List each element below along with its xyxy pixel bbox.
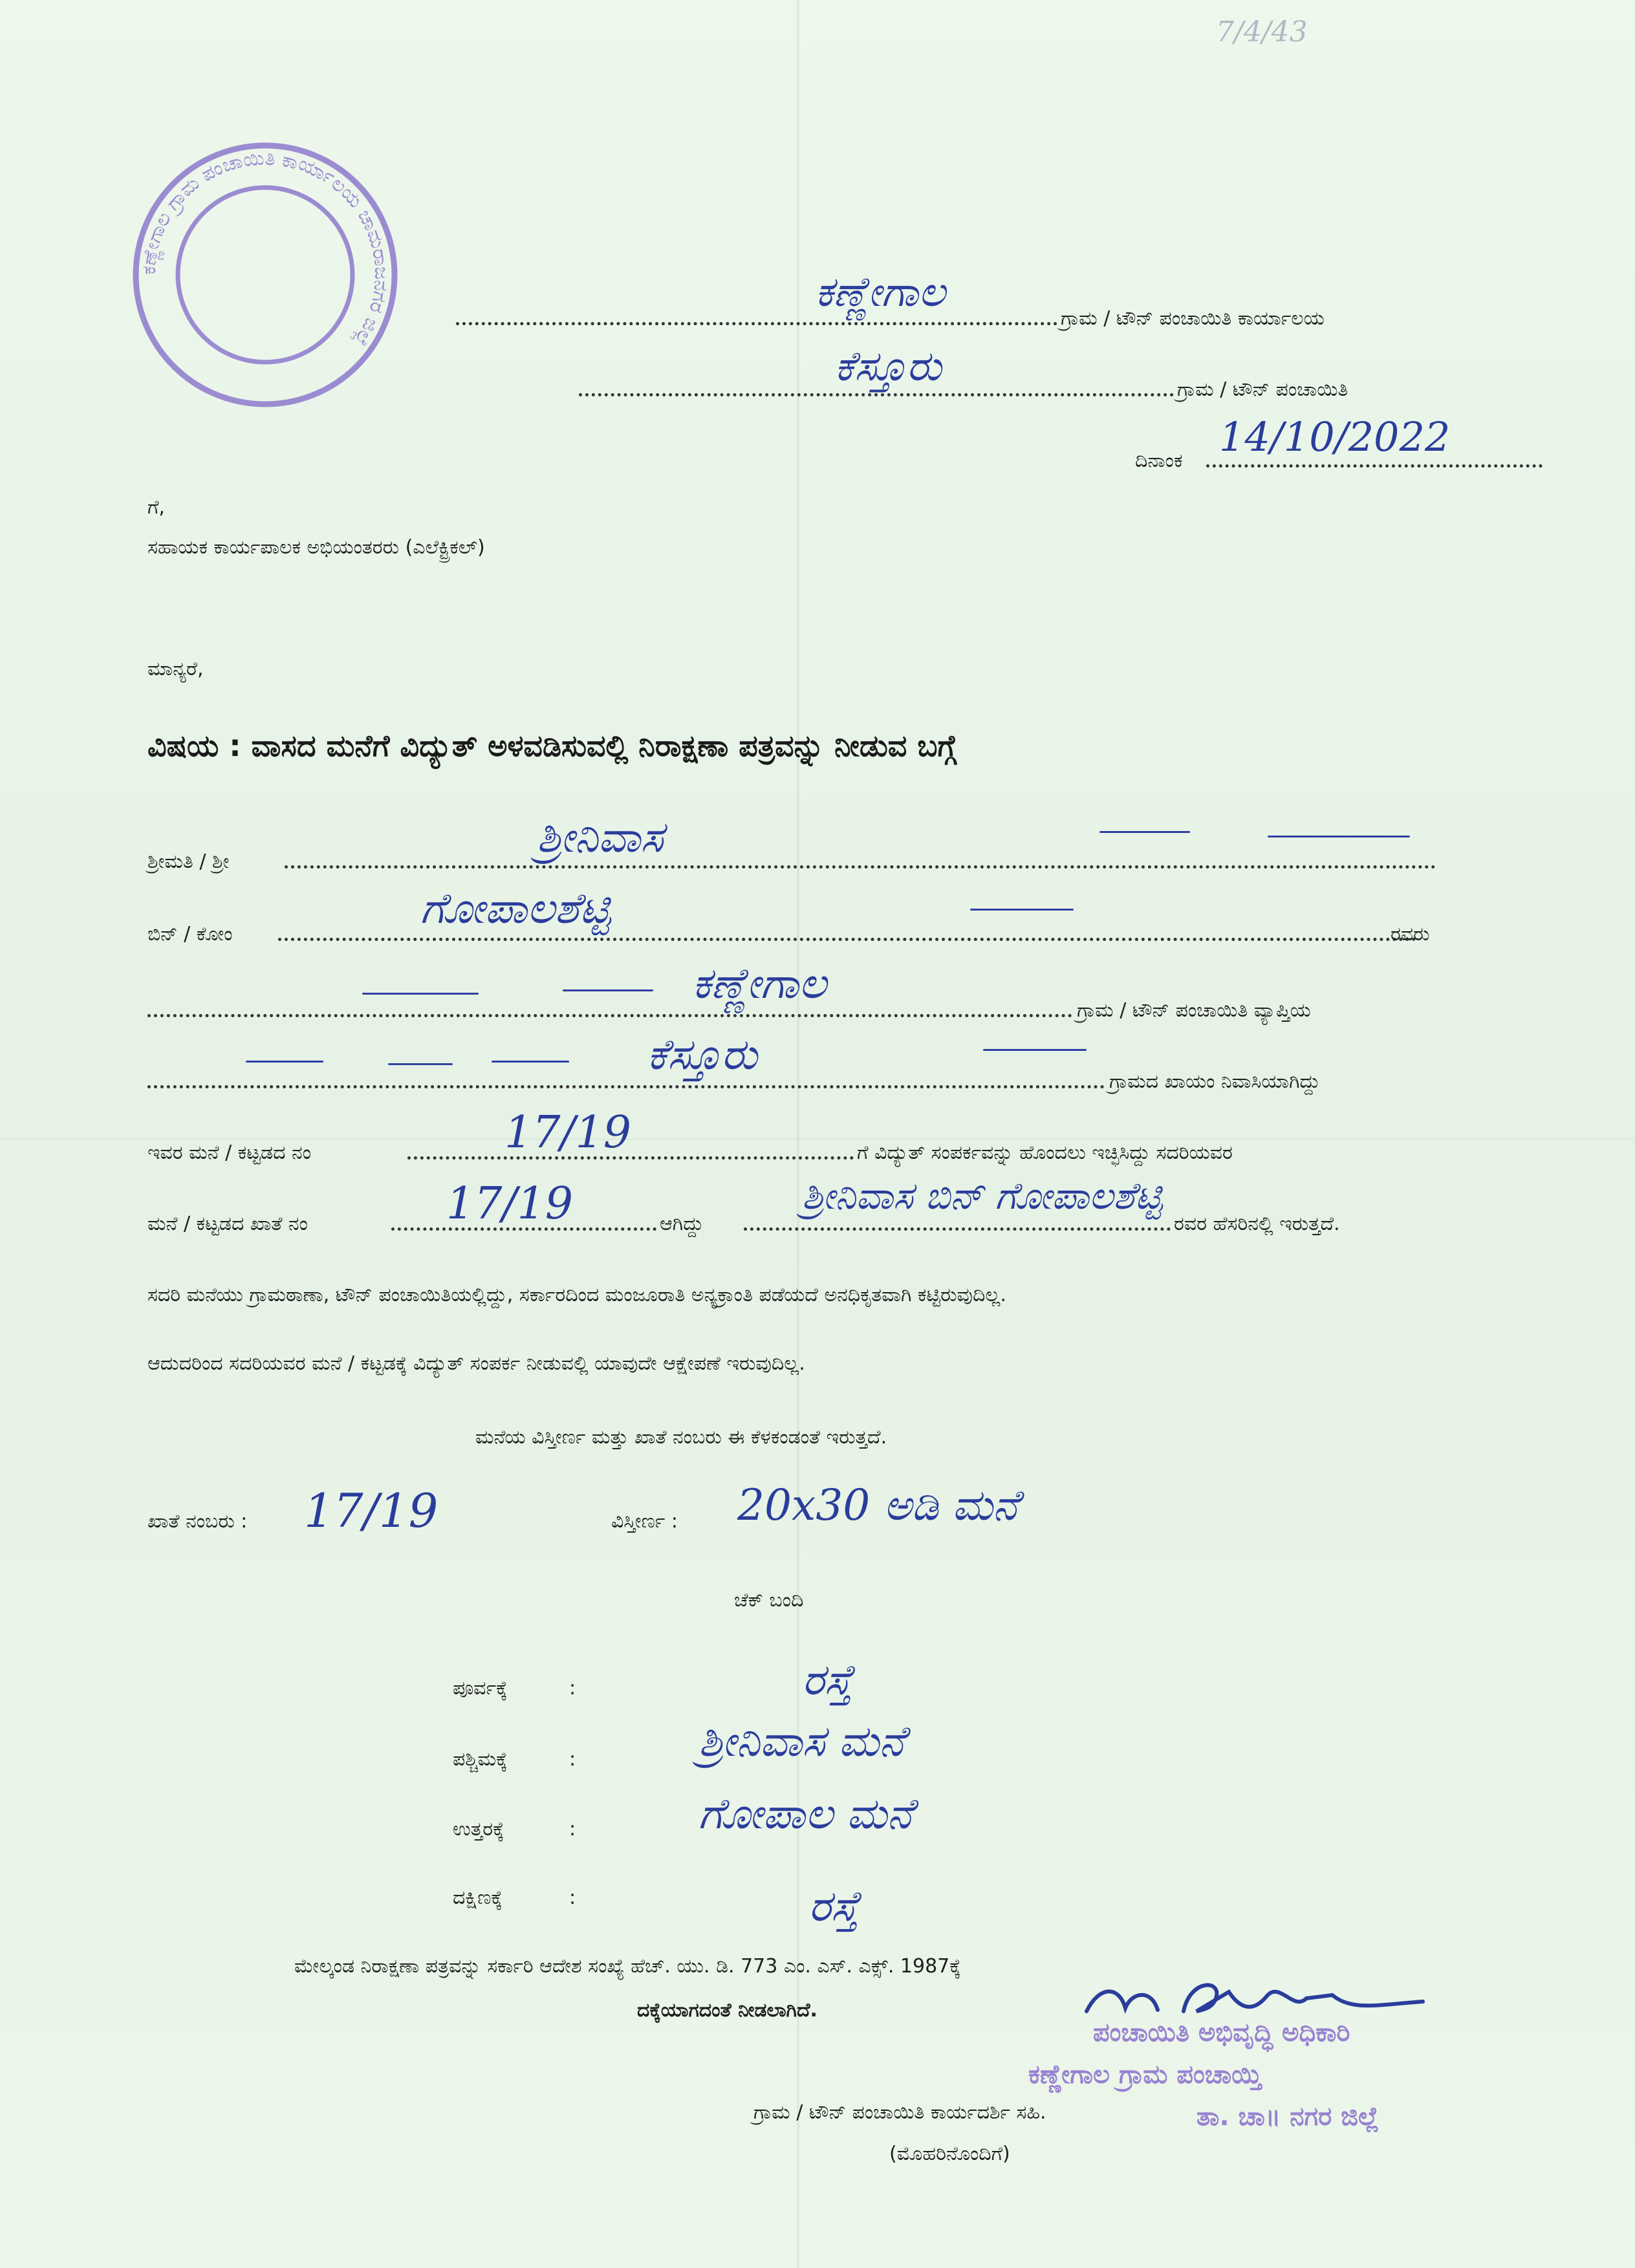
khata-label: ಮನೆ / ಕಟ್ಟಡದ ಖಾತೆ ನಂ bbox=[147, 1213, 308, 1235]
resident-handwritten: ಕೆಸ್ತೂರು bbox=[647, 1030, 758, 1079]
south-handwritten: ರಸ್ತೆ bbox=[808, 1881, 860, 1931]
relation-handwritten: ಗೋಪಾಲಶೆಟ್ಟಿ bbox=[420, 883, 611, 933]
date-label: ದಿನಾಂಕ bbox=[1135, 449, 1183, 472]
house-no-label: ಇವರ ಮನೆ / ಕಟ್ಟಡದ ನಂ bbox=[147, 1141, 312, 1164]
filler-dash bbox=[388, 1063, 453, 1065]
filler-dash bbox=[246, 1061, 323, 1063]
relation-label: ಬಿನ್ / ಕೋಂ bbox=[147, 923, 233, 945]
east-handwritten: ರಸ್ತೆ bbox=[802, 1655, 853, 1705]
limits-suffix: ಗ್ರಾಮ / ಟೌನ್ ಪಂಚಾಯಿತಿ ವ್ಯಾಪ್ತಿಯ bbox=[1077, 999, 1311, 1022]
resident-suffix: ಗ್ರಾಮದ ಖಾಯಂ ನಿವಾಸಿಯಾಗಿದ್ದು bbox=[1109, 1070, 1321, 1093]
panchayat-label: ಗ್ರಾಮ / ಟೌನ್ ಪಂಚಾಯಿತಿ bbox=[1177, 378, 1348, 401]
filler-dash bbox=[563, 989, 653, 991]
filler-dash bbox=[1099, 831, 1190, 833]
relation-line bbox=[278, 938, 1416, 941]
relation-suffix: ರವರು bbox=[1391, 923, 1430, 945]
panchayat-name-handwritten: ಕೆಸ್ತೂರು bbox=[834, 343, 942, 391]
name-handwritten: ಶ್ರೀನಿವಾಸ bbox=[537, 812, 664, 862]
addressee-designation: ಸಹಾಯಕ ಕಾರ್ಯಪಾಲಕ ಅಭಿಯಂತರರು (ಎಲೆಕ್ಟ್ರಿಕಲ್) bbox=[147, 536, 485, 559]
north-label: ಉತ್ತರಕ್ಕೆ bbox=[453, 1818, 504, 1841]
stamp-panchayat: ಕಣ್ಣೇಗಾಲ ಗ್ರಾಮ ಪಂಚಾಯ್ತಿ bbox=[1028, 2060, 1262, 2090]
filler-dash bbox=[1268, 836, 1410, 837]
area-label: ವಿಸ್ತೀರ್ಣ : bbox=[611, 1510, 678, 1533]
closing-line-1: ಮೇಲ್ಕಂಡ ನಿರಾಕ್ಷಣಾ ಪತ್ರವನ್ನು ಸರ್ಕಾರಿ ಆದೇಶ ಸಂಖ್ಯೆ ಹೆಚ್. ಯು. ಡಿ. 773 ಎಂ. ಎಸ್. ಎಕ್ಸ್. 1987ಕ್ಕೆ bbox=[294, 1955, 961, 1978]
west-handwritten: ಶ್ರೀನಿವಾಸ ಮನೆ bbox=[698, 1716, 905, 1766]
south-colon: : bbox=[569, 1886, 576, 1909]
margin-note: 7/4/43 bbox=[1216, 16, 1308, 49]
stamp-designation: ಪಂಚಾಯಿತಿ ಅಭಿವೃದ್ಧಿ ಅಧಿಕಾರಿ bbox=[1093, 2018, 1350, 2047]
north-handwritten: ಗೋಪಾಲ ಮನೆ bbox=[698, 1789, 913, 1839]
resident-line bbox=[147, 1085, 1105, 1088]
filler-dash bbox=[983, 1049, 1087, 1051]
khata-number-handwritten: 17/19 bbox=[304, 1484, 439, 1538]
svg-text:ಕಣ್ಣೇಗಾಲ ಗ್ರಾಮ ಪಂಚಾಯಿತಿ ಕಾರ್ಯಾ: ಕಣ್ಣೇಗಾಲ ಗ್ರಾಮ ಪಂಚಾಯಿತಿ ಕಾರ್ಯಾಲಯ ಚಾಮರಾಜನಗರ ಜಿಲ್ಲೆ bbox=[137, 147, 393, 351]
limits-line bbox=[147, 1014, 1072, 1017]
owner-suffix: ರವರ ಹೆಸರಿನಲ್ಲಿ ಇರುತ್ತದೆ. bbox=[1174, 1213, 1340, 1235]
para-no-objection: ಆದುದರಿಂದ ಸದರಿಯವರ ಮನೆ / ಕಟ್ಟಡಕ್ಕೆ ವಿದ್ಯುತ್ ಸಂಪರ್ಕ ನೀಡುವಲ್ಲಿ ಯಾವುದೇ ಆಕ್ಷೇಪಣೆ ಇರುವುದಿಲ್ಲ. bbox=[147, 1352, 805, 1375]
paper-fold-horizontal bbox=[0, 1138, 1635, 1140]
office-name-handwritten: ಕಣ್ಣೇಗಾಲ bbox=[815, 268, 946, 316]
date-line bbox=[1206, 464, 1543, 468]
name-line bbox=[285, 865, 1436, 869]
date-handwritten: 14/10/2022 bbox=[1219, 413, 1451, 460]
seal-note: (ಮೊಹರಿನೊಂದಿಗೆ) bbox=[889, 2143, 1010, 2165]
office-label: ಗ್ರಾಮ / ಟೌನ್ ಪಂಚಾಯಿತಿ ಕಾರ್ಯಾಲಯ bbox=[1061, 307, 1325, 330]
khata-handwritten: 17/19 bbox=[446, 1178, 573, 1229]
signatory-label: ಗ್ರಾಮ / ಟೌನ್ ಪಂಚಾಯಿತಿ ಕಾರ್ಯದರ್ಶಿ ಸಹಿ. bbox=[753, 2101, 1046, 2124]
area-handwritten: 20x30 ಅಡಿ ಮನೆ bbox=[737, 1480, 1019, 1530]
khata-mid: ಆಗಿದ್ದು bbox=[660, 1213, 704, 1235]
panchayat-name-line bbox=[579, 393, 1174, 396]
subject-line: ವಿಷಯ : ವಾಸದ ಮನೆಗೆ ವಿದ್ಯುತ್ ಅಳವಡಿಸುವಲ್ಲಿ ನಿರಾಕ್ಷಣಾ ಪತ್ರವನ್ನು ನೀಡುವ ಬಗ್ಗೆ bbox=[147, 728, 957, 763]
boundaries-heading: ಚೆಕ್ ಬಂದಿ bbox=[734, 1589, 804, 1612]
owner-line bbox=[744, 1227, 1171, 1231]
west-label: ಪಶ್ಚಿಮಕ್ಕೆ bbox=[453, 1748, 508, 1771]
limits-handwritten: ಕಣ್ಣೇಗಾಲ bbox=[692, 958, 827, 1008]
filler-dash bbox=[362, 993, 479, 995]
salutation: ಮಾನ್ಯರೆ, bbox=[147, 658, 204, 680]
office-seal-icon bbox=[97, 139, 433, 411]
owner-handwritten: ಶ್ರೀನಿವಾಸ ಬಿನ್ ಗೋಪಾಲಶೆಟ್ಟಿ bbox=[802, 1174, 1163, 1218]
para-details-intro: ಮನೆಯ ವಿಸ್ತೀರ್ಣ ಮತ್ತು ಖಾತೆ ನಂಬರು ಈ ಕೆಳಕಂಡಂತೆ ಇರುತ್ತದೆ. bbox=[475, 1426, 887, 1449]
west-colon: : bbox=[569, 1748, 576, 1771]
name-label: ಶ್ರೀಮತಿ / ಶ್ರೀ bbox=[147, 850, 230, 873]
house-no-suffix: ಗೆ ವಿದ್ಯುತ್ ಸಂಪರ್ಕವನ್ನು ಹೊಂದಲು ಇಚ್ಛಿಸಿದ್ದು ಸದರಿಯವರ bbox=[857, 1141, 1233, 1164]
filler-dash bbox=[970, 909, 1074, 911]
east-label: ಪೂರ್ವಕ್ಕೆ bbox=[453, 1677, 508, 1700]
para-unauthorised: ಸದರಿ ಮನೆಯು ಗ್ರಾಮಠಾಣಾ, ಟೌನ್ ಪಂಚಾಯಿತಿಯಲ್ಲಿದ್ದು, ಸರ್ಕಾರದಿಂದ ಮಂಜೂರಾತಿ ಅನ್ಯಕ್ರಾಂತಿ ಪಡೆಯದೆ ಅನಧಿಕೃತವಾಗಿ ಕಟ್ಟಿರುವುದಿಲ್ಲ. bbox=[147, 1284, 1006, 1306]
addressee-to: ಗೆ, bbox=[147, 496, 165, 519]
north-colon: : bbox=[569, 1818, 576, 1841]
closing-line-2: ದಕ್ಕೆಯಾಗದಂತೆ ನೀಡಲಾಗಿದೆ. bbox=[637, 1999, 817, 2022]
paper-fold-vertical bbox=[797, 0, 799, 2268]
house-no-handwritten: 17/19 bbox=[504, 1107, 631, 1158]
stamp-district: ತಾ. ಚಾ॥ ನಗರ ಜಿಲ್ಲೆ bbox=[1196, 2102, 1380, 2132]
filler-dash bbox=[492, 1061, 569, 1063]
khata-number-label: ಖಾತೆ ನಂಬರು : bbox=[147, 1510, 248, 1533]
south-label: ದಕ್ಷಿಣಕ್ಕೆ bbox=[453, 1886, 503, 1909]
office-name-line bbox=[456, 322, 1057, 325]
east-colon: : bbox=[569, 1677, 576, 1700]
